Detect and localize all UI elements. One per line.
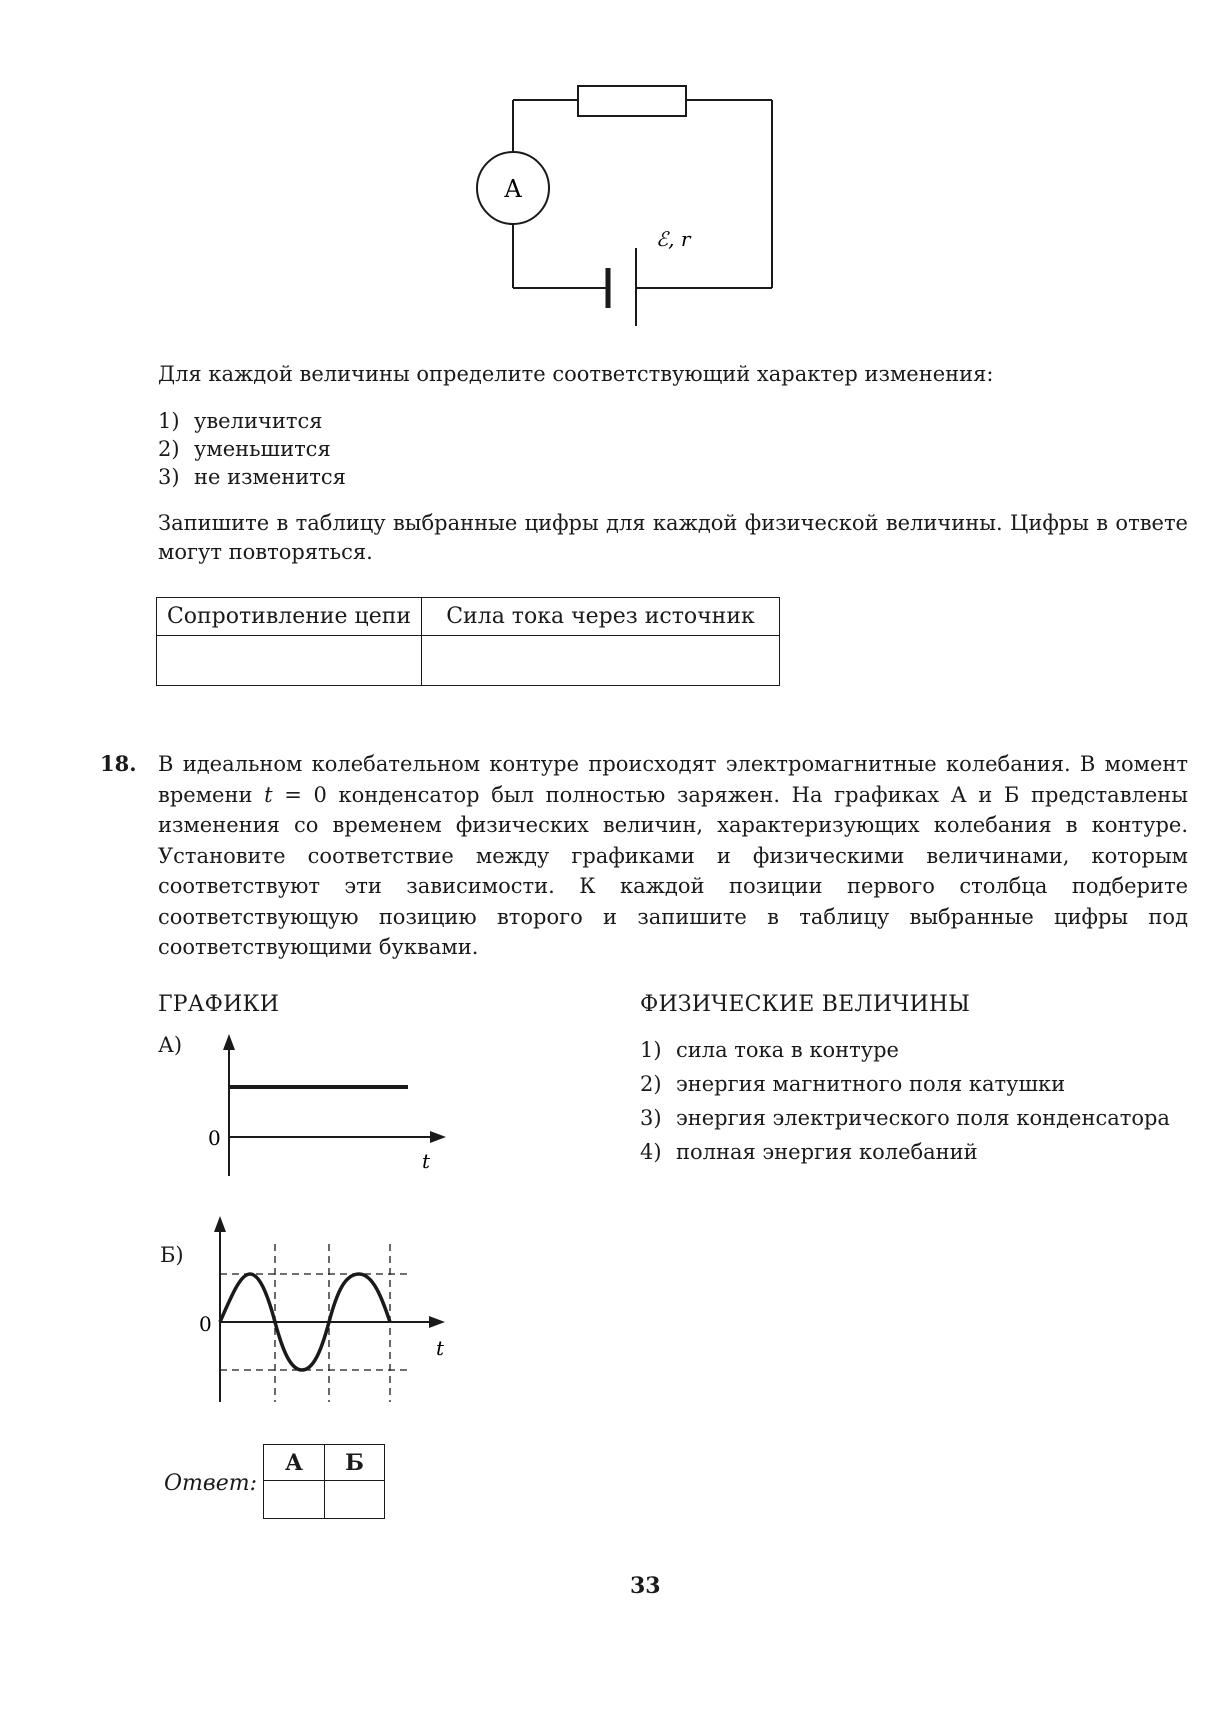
table-header: А [264, 1445, 325, 1481]
y-axis-arrow [214, 1216, 226, 1232]
q18-text-part: = 0 конденсатор был полностью заряжен. На графиках А и Б представлены изменения со временем физических величин, характеризующих колебания в контуре. Установите соответствие между графиками и физическими величинами, которым соответствуют эти зависимости. К каждой позиции первого столбца подберите соответствующую позицию второго и запишите в таблицу выбранные цифры под соответствующими буквами. [158, 782, 1188, 959]
option-text: энергия магнитного поля катушки [676, 1072, 1066, 1096]
quantity-4 [640, 1138, 978, 1167]
answer-cell[interactable] [157, 636, 422, 686]
origin-label: 0 [199, 1312, 212, 1336]
option-number: 3) [640, 1106, 662, 1130]
answer-cell[interactable] [264, 1481, 325, 1519]
table-header: Сопротивление цепи [157, 598, 422, 636]
quantity-2 [640, 1070, 1065, 1099]
option-text: увеличится [194, 409, 323, 433]
quantity-3 [640, 1104, 1170, 1133]
graphs-heading: ГРАФИКИ [158, 992, 280, 1017]
resistor [578, 86, 686, 116]
q17-option-1 [158, 407, 322, 436]
q18-text-part: В идеальном колебательном контуре происходят электромагнитные колебания. В момент времени [158, 752, 1188, 807]
graph-a-label: А) [158, 1033, 183, 1057]
option-number: 4) [640, 1140, 662, 1164]
option-text: полная энергия колебаний [676, 1140, 978, 1164]
option-text: уменьшится [194, 437, 331, 461]
t-axis-label: t [436, 1336, 445, 1360]
option-number: 1) [640, 1038, 662, 1062]
q17-option-3 [158, 463, 346, 492]
option-number: 2) [640, 1072, 662, 1096]
q17-instruction: Для каждой величины определите соответствующий характер изменения: [158, 362, 994, 386]
question-number: 18. [100, 751, 137, 776]
y-axis-arrow [223, 1034, 235, 1050]
option-text: энергия электрического поля конденсатора [676, 1106, 1170, 1130]
graph-b [195, 1210, 455, 1410]
table-header: Сила тока через источник [422, 598, 780, 636]
t-axis-label: t [422, 1149, 431, 1173]
source-label: ℰ, r [656, 227, 691, 251]
option-text: сила тока в контуре [676, 1038, 899, 1062]
quantities-heading: ФИЗИЧЕСКИЕ ВЕЛИЧИНЫ [640, 992, 971, 1017]
quantity-1 [640, 1036, 899, 1065]
answer-cell[interactable] [422, 636, 780, 686]
circuit-diagram [460, 80, 790, 330]
answer-cell[interactable] [325, 1481, 385, 1519]
x-axis-arrow [430, 1131, 446, 1143]
option-number: 1) [158, 409, 180, 433]
q18-text [158, 749, 1188, 963]
ammeter-label: A [504, 175, 522, 203]
q17-answer-table [156, 597, 780, 686]
time-variable: t [264, 782, 273, 807]
origin-label: 0 [208, 1126, 221, 1150]
table-header: Б [325, 1445, 385, 1481]
answer-label: Ответ: [164, 1471, 257, 1496]
q18-answer-table [263, 1444, 385, 1519]
option-text: не изменится [194, 465, 346, 489]
option-number: 3) [158, 465, 180, 489]
page-number: 33 [630, 1573, 661, 1599]
option-number: 2) [158, 437, 180, 461]
graph-a [200, 1030, 460, 1180]
graph-b-label: Б) [160, 1243, 184, 1267]
x-axis-arrow [429, 1316, 445, 1328]
q17-table-instruction: Запишите в таблицу выбранные цифры для каждой физической величины. Цифры в ответе могут повторяться. [158, 511, 1188, 564]
q17-option-2 [158, 435, 331, 464]
